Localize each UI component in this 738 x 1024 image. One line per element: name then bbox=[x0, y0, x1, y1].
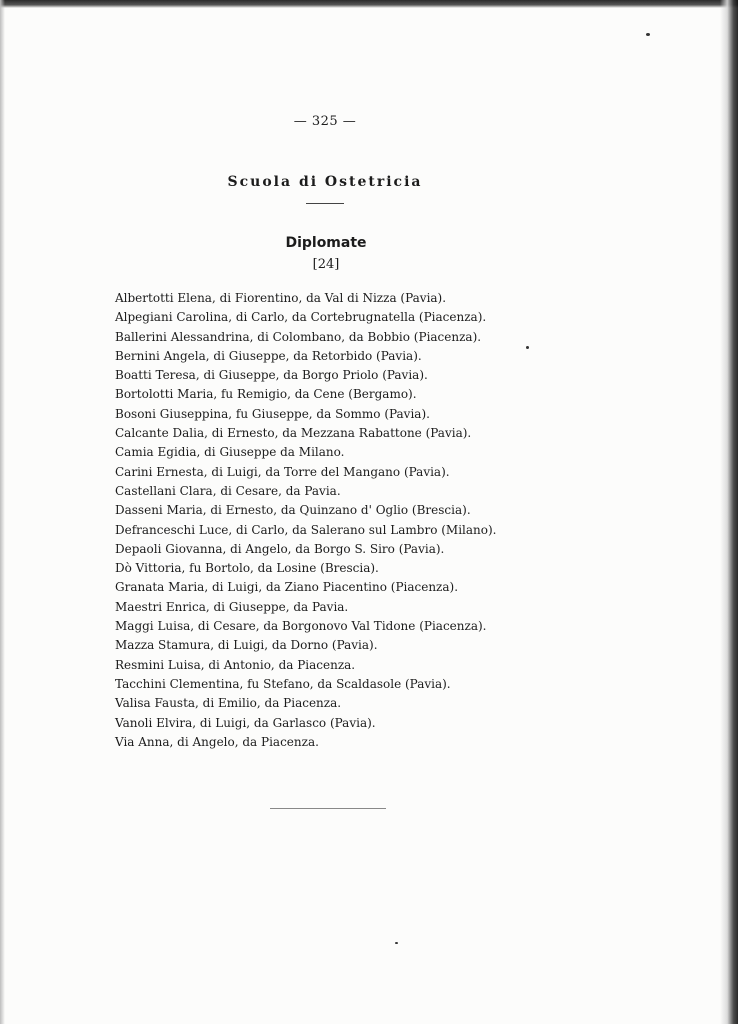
list-item: Bortolotti Maria, fu Remigio, da Cene (Bergamo). bbox=[115, 387, 417, 402]
scan-speck bbox=[395, 942, 398, 944]
title-divider bbox=[306, 203, 344, 204]
list-item: Castellani Clara, di Cesare, da Pavia. bbox=[115, 483, 341, 498]
list-item: Alpegiani Carolina, di Carlo, da Cortebrugnatella (Piacenza). bbox=[115, 310, 487, 325]
list-item: Bernini Angela, di Giuseppe, da Retorbido (Pavia). bbox=[115, 348, 422, 363]
page-number: — 325 — bbox=[293, 114, 357, 129]
list-item: Via Anna, di Angelo, da Piacenza. bbox=[115, 734, 319, 749]
scan-edge-top bbox=[0, 0, 738, 8]
graduate-list bbox=[115, 289, 496, 752]
list-item: Calcante Dalia, di Ernesto, da Mezzana Rabattone (Pavia). bbox=[115, 426, 472, 441]
list-item: Ballerini Alessandrina, di Colombano, da Bobbio (Piacenza). bbox=[115, 329, 482, 344]
scan-edge-right bbox=[720, 0, 738, 1024]
end-divider bbox=[270, 808, 386, 809]
list-item: Tacchini Clementina, fu Stefano, da Scaldasole (Pavia). bbox=[115, 676, 451, 691]
list-item: Bosoni Giuseppina, fu Giuseppe, da Sommo (Pavia). bbox=[115, 406, 430, 421]
list-item: Defranceschi Luce, di Carlo, da Salerano sul Lambro (Milano). bbox=[115, 522, 497, 537]
list-item: Albertotti Elena, di Fiorentino, da Val di Nizza (Pavia). bbox=[115, 291, 447, 305]
graduate-count: [24] bbox=[312, 257, 340, 272]
subheading: Diplomate bbox=[285, 235, 367, 251]
scan-edge-left bbox=[0, 0, 5, 1024]
list-item: Camia Egidia, di Giuseppe da Milano. bbox=[115, 445, 345, 460]
list-item: Granata Maria, di Luigi, da Ziano Piacentino (Piacenza). bbox=[115, 580, 459, 595]
list-item: Vanoli Elvira, di Luigi, da Garlasco (Pavia). bbox=[115, 715, 376, 730]
list-item: Valisa Fausta, di Emilio, da Piacenza. bbox=[115, 696, 342, 711]
list-item: Depaoli Giovanna, di Angelo, da Borgo S. Siro (Pavia). bbox=[115, 541, 445, 556]
list-item: Mazza Stamura, di Luigi, da Dorno (Pavia). bbox=[115, 638, 378, 653]
section-title: Scuola di Ostetricia bbox=[227, 174, 423, 190]
list-item: Carini Ernesta, di Luigi, da Torre del Mangano (Pavia). bbox=[115, 464, 450, 479]
list-item: Boatti Teresa, di Giuseppe, da Borgo Priolo (Pavia). bbox=[115, 368, 428, 383]
list-item: Maestri Enrica, di Giuseppe, da Pavia. bbox=[115, 599, 349, 614]
scan-speck bbox=[526, 346, 529, 349]
list-item: Maggi Luisa, di Cesare, da Borgonovo Val Tidone (Piacenza). bbox=[115, 619, 487, 634]
list-item: Dò Vittoria, fu Bortolo, da Losine (Brescia). bbox=[115, 561, 379, 576]
list-item: Resmini Luisa, di Antonio, da Piacenza. bbox=[115, 657, 356, 672]
scan-speck bbox=[646, 33, 650, 36]
list-item: Dasseni Maria, di Ernesto, da Quinzano d' Oglio (Brescia). bbox=[115, 503, 471, 518]
